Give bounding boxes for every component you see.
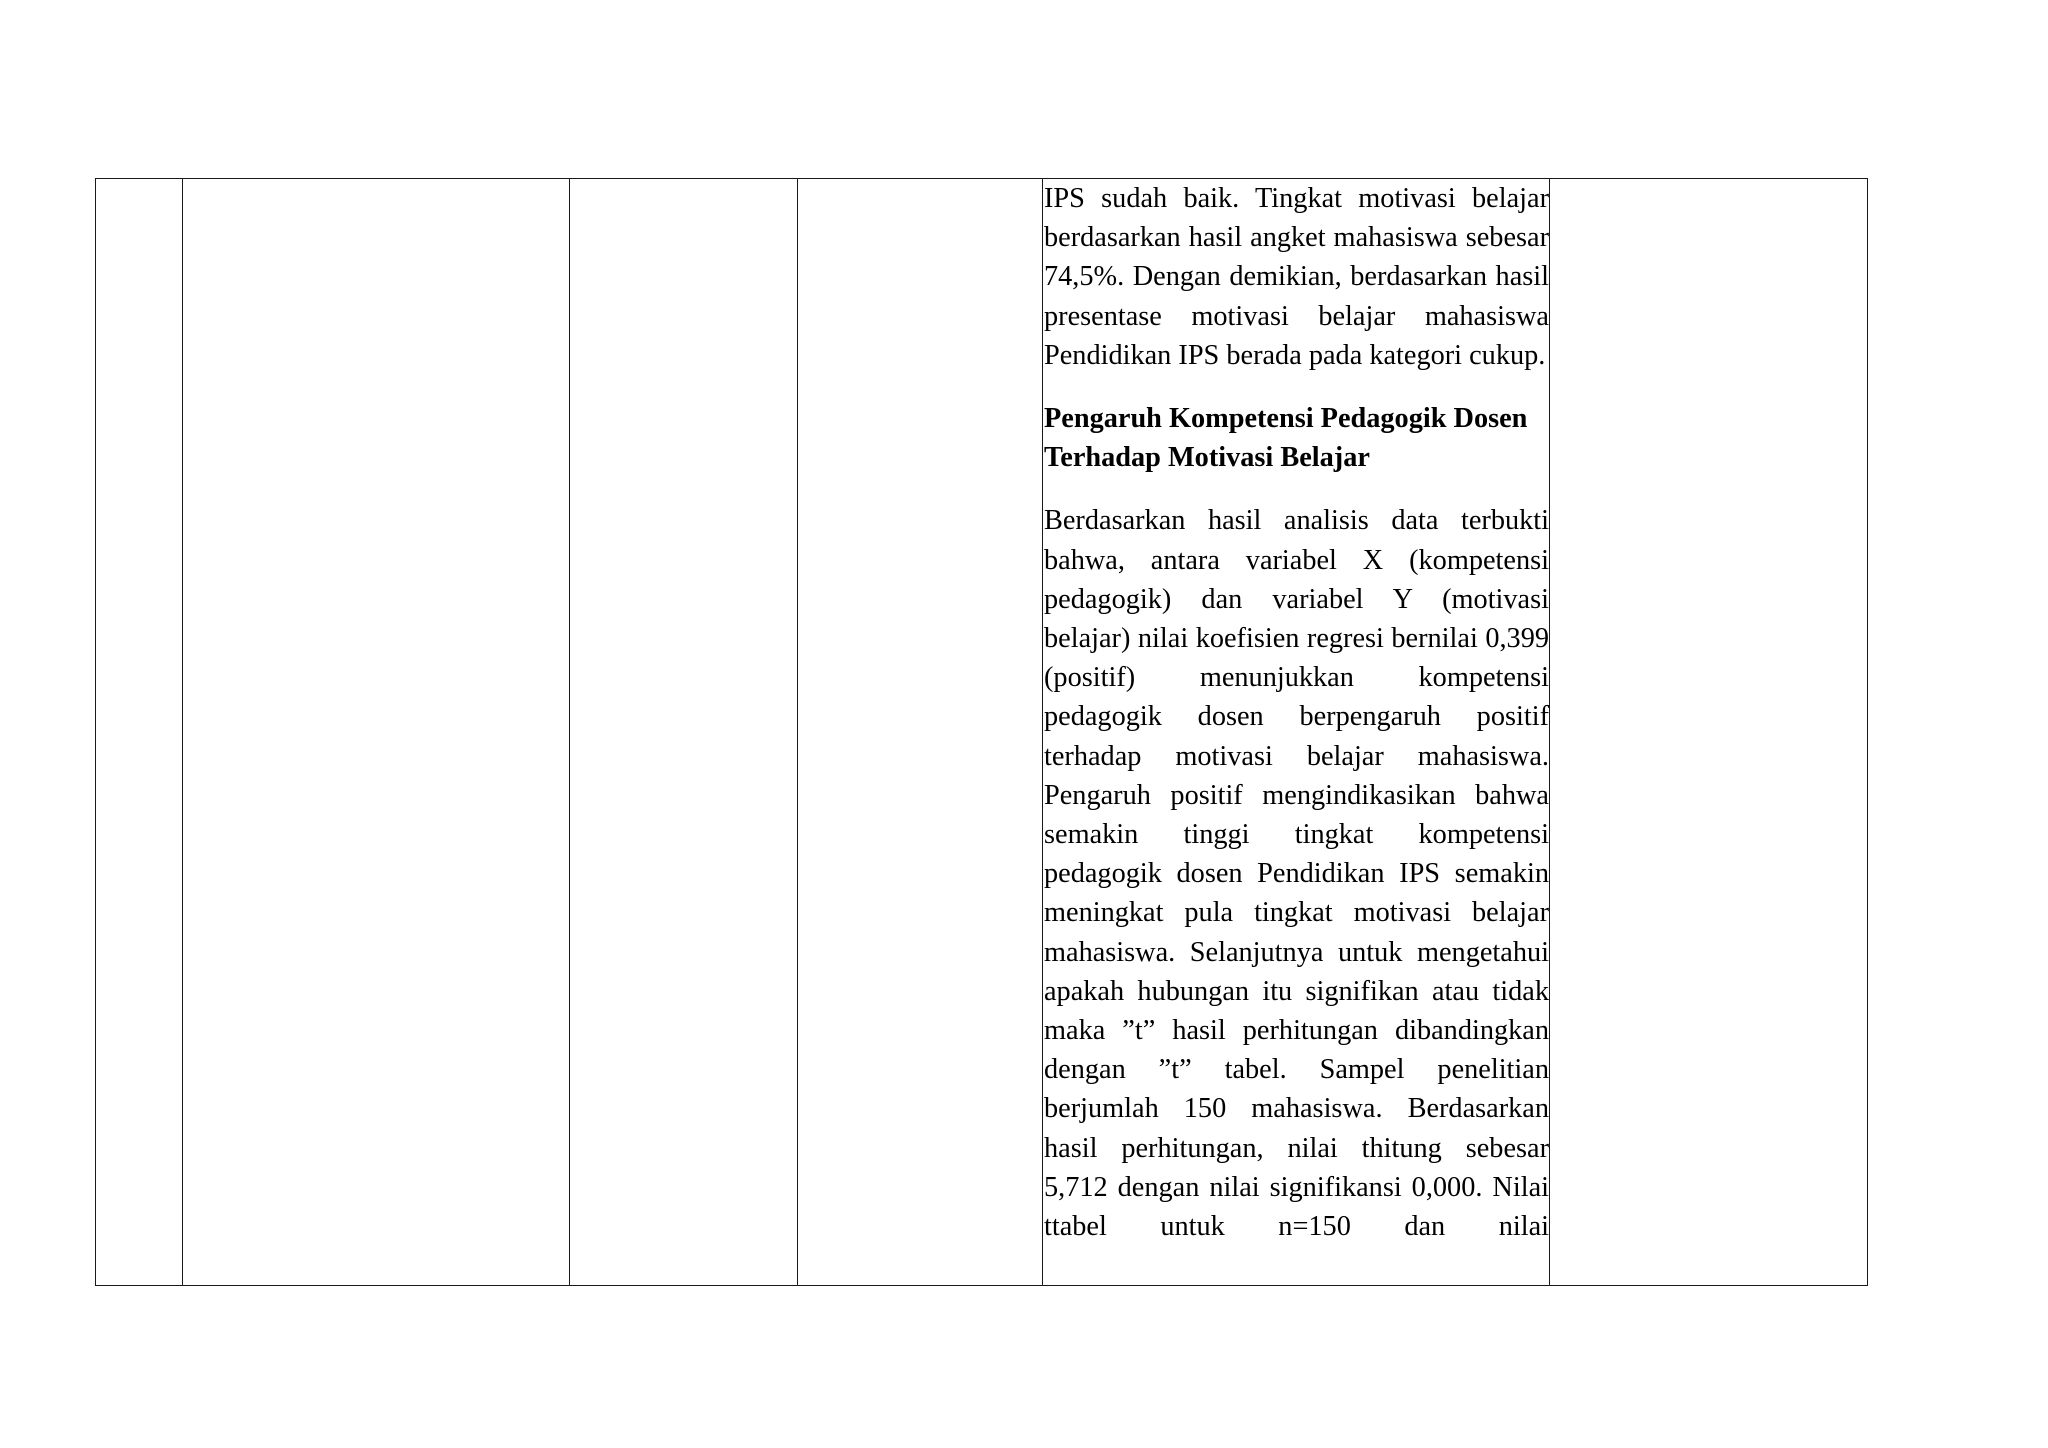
table-cell-title xyxy=(570,179,798,1286)
results-table xyxy=(95,178,1868,1286)
section-body-paragraph: Berdasarkan hasil analisis data terbukti bahwa, antara variabel X (kompetensi pedagogik) dan variabel Y (motivasi belajar) nilai koefisien regresi bernilai 0,399 (positif) menunjukkan kompetensi pedagogik dosen berpengaruh positif terhadap motivasi belajar mahasiswa. Pengaruh positif mengindikasikan bahwa semakin tinggi tingkat kompetensi pedagogik dosen Pendidikan IPS semakin meningkat pula tingkat motivasi belajar mahasiswa. Selanjutnya untuk mengetahui apakah hubungan itu signifikan atau tidak maka ”t” hasil perhitungan dibandingkan dengan ”t” tabel. Sampel penelitian berjumlah 150 mahasiswa. Berdasarkan hasil perhitungan, nilai thitung sebesar 5,712 dengan nilai signifikansi 0,000. Nilai ttabel untuk n=150 dan nilai xyxy=(1044,505,1549,1243)
results-text xyxy=(1043,179,1549,1246)
table-cell-notes xyxy=(1550,179,1868,1286)
table-cell-author xyxy=(183,179,570,1286)
table-row xyxy=(96,179,1868,1286)
continuation-paragraph: IPS sudah baik. Tingkat motivasi belajar berdasarkan hasil angket mahasiswa sebesar 74,5%. Dengan demikian, berdasarkan hasil presentase motivasi belajar mahasiswa Pendidikan IPS berada pada kategori cukup. xyxy=(1044,183,1549,371)
table-cell-method xyxy=(798,179,1043,1286)
section-heading: Pengaruh Kompetensi Pedagogik Dosen Terhadap Motivasi Belajar xyxy=(1044,403,1528,474)
table-cell-results xyxy=(1043,179,1550,1286)
table-cell-number xyxy=(96,179,183,1286)
